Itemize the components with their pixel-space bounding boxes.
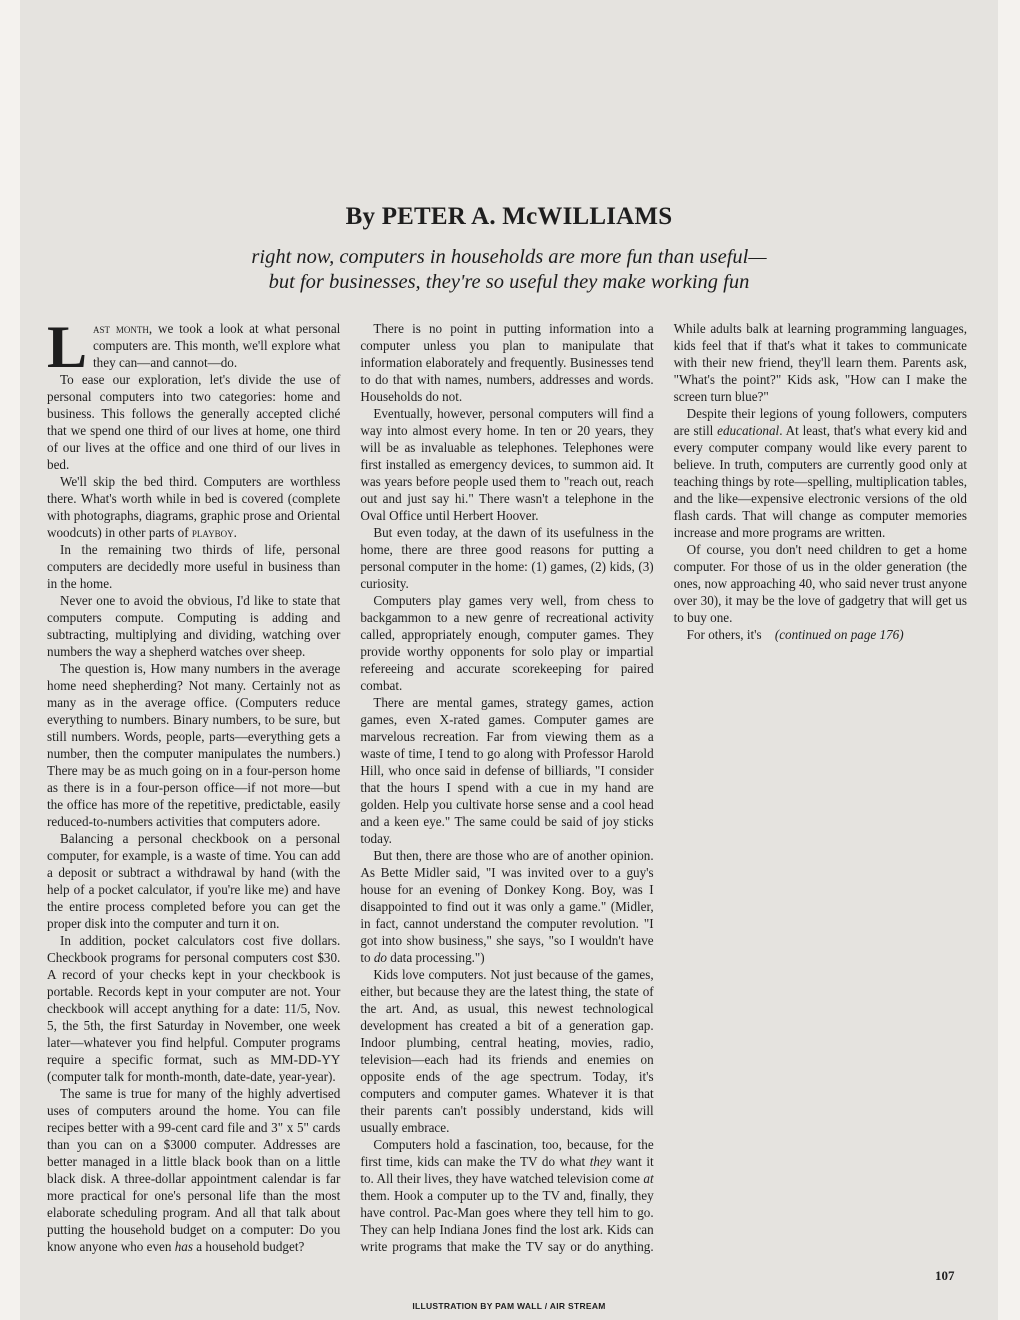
byline: By PETER A. McWILLIAMS [345,203,673,230]
deck [20,245,998,295]
paragraph: The question is, How many numbers in the average home need shepherding? Not many. Certainly not as many as in the average office. (Computers reduce everything to numbers. Binary numbers, to be sure, but still numbers. Words, people, parts—everything gets a number, then the computer manipulates the numbers.) There may be as much going on in a four-person home as there is in a four-person office—if not more—but the office has more of the repetitive, predictable, easily reduced-to-numbers activities that computers adore. [47,661,341,829]
deck-line-1: right now, computers in households are more fun than useful— [251,246,767,268]
paragraph: Balancing a personal checkbook on a personal computer, for example, is a waste of time. You can add a deposit or subtract a withdrawal by hand (with the help of a pocket calculator, if you're like me) and have the entire process completed before you can get the proper disk into the computer and turn it on. [47,831,341,931]
paragraph-text: But then, there are those who are of another opinion. As Bette Midler said, "I was invited over to a guy's house for an evening of Donkey Kong. Boy, was I disappointed to find out it was only a game." (Midler, in fact, cannot understand the computer revolution. "I got into show business," she says, "so I wouldn't have to [360,848,654,965]
paragraph: Computers play games very well, from chess to backgammon to a new genre of recreational activity called, appropriately enough, computer games. They provide worthy opponents for solo play or impartial refereeing and accurate scorekeeping for paired combat. [360,593,654,693]
emphasis: at [643,1171,654,1186]
article-body [47,314,967,1260]
paragraph-text: . At least, that's what every kid and every computer company would like every parent to believe. In truth, computers are currently good only at teaching things by rote—spelling, multiplication tables, and the like—expensive electronic versions of the old flash cards. That will change as computer memories increase and more programs are written. [673,423,967,540]
magazine-page [20,0,998,1320]
paragraph-text: want it to. All their lives, they have watched television come [360,1154,654,1186]
paragraph: There are mental games, strategy games, action games, even X-rated games. Computer games are marvelous recreation. Far from viewing them as a waste of time, I tend to go along with Professor Harold Hill, who once said in defense of billiards, "I consider that the hours I spend with a cue in my hand are golden. Help you cultivate horse sense and a cool head and a keen eye." The same could be said of joy sticks today. [360,695,654,846]
lead-in: ast month, [93,321,153,336]
paragraph: Kids love computers. Not just because of the games, either, but because they are the latest thing, the state of the art. And, as usual, this newest technological development has created a bit of a generation gap. Indoor plumbing, central heating, movies, radio, television—each had its friends and enemies on opposite ends of the age spectrum. Today, it's computers and computer games. Whatever it is that their parents can't possibly understand, kids will usually embrace. [360,967,654,1135]
paragraph-text: . [233,525,237,540]
emphasis: has [174,1239,193,1254]
paragraph-text: We'll skip the bed third. Computers are worthless there. What's worth while in bed is covered (complete with photographs, diagrams, graphic prose and Oriental woodcuts) in other parts of [47,474,341,540]
paragraph-text: them. Hook a computer up to the TV and, finally, they have control. Pac-Man goes where they tell him to go. They can help Indiana Jones find the lost ark. Kids can write programs that make the TV say or do anything. While adults balk at learning programming languages, kids feel that if that's what it takes to communicate with their new friend, they'll learn them. Parents ask, "What's the point?" Kids ask, "How can I make the screen turn blue?" [360,321,967,1254]
paragraph [47,1085,340,1255]
paragraph: There is no point in putting information into a computer unless you plan to manipulate that information elaborately and frequently. Businesses tend to do that with names, numbers, addresses and words. Households do not. [360,321,654,404]
continued-jump-link[interactable]: (continued on page 176) [774,627,904,642]
emphasis: educational [717,423,780,438]
paragraph [674,626,967,643]
paragraph: To ease our exploration, let's divide the use of personal computers into two categories: home and business. This follows the generally accepted cliché that we spend one third of our lives at home, one third of our lives at the office and one third of our lives in bed. [47,372,341,472]
paragraph-text: Despite their legions of young followers, computers are still [673,406,967,438]
paragraph: In addition, pocket calculators cost five dollars. Checkbook programs for personal computers cost $30. A record of your checks kept in your checkbook is portable. Records kept in your computer are not. Your checkbook will accept anything for a date: 11/5, Nov. 5, the 5th, the first Saturday in November, one week later—whatever you find helpful. Computer programs require a specific format, such as MM-DD-YY (computer talk for month-month, date-date, year-year). [47,933,341,1084]
paragraph-text: Computers hold a fascination, too, because, for the first time, kids can make the TV do what [360,1137,654,1169]
page-number: 107 [935,1268,955,1283]
paragraph: Never one to avoid the obvious, I'd like to state that computers compute. Computing is adding and subtracting, multiplying and dividing, watching over numbers the way a shepherd watches over sheep. [47,593,341,659]
paragraph: In the remaining two thirds of life, personal computers are decidedly more useful in business than in the home. [47,542,341,591]
paragraph-text: For others, it's [686,627,762,642]
paragraph [360,847,653,966]
paragraph-text: data processing.") [386,950,485,965]
deck-line-2: but for businesses, they're so useful they make working fun [268,271,750,293]
paragraph: Eventually, however, personal computers will find a way into almost every home. In ten or 20 years, they will be as invaluable as telephones. Telephones were first installed as emergency devices, to summon aid. It was years before people used them to "reach out, reach out and just say hi." There wasn't a telephone in the Oval Office until Herbert Hoover. [360,406,654,523]
magazine-name: playboy [191,525,234,540]
illustration-credit: ILLUSTRATION BY PAM WALL / AIR STREAM [412,1301,606,1311]
paragraph-text: The same is true for many of the highly advertised uses of computers around the home. You can file recipes better with a 99-cent card file and 3" x 5" cards than you can on a $3000 computer. Addresses are better managed in a little black book than on a little black disk. A three-dollar appointment calendar is far more practical for one's personal life than the most elaborate scheduling program. And all that talk about putting the household budget on a computer: Do you know anyone who even [47,1086,341,1254]
emphasis: do [373,950,387,965]
drop-cap: L [47,314,88,380]
paragraph: But even today, at the dawn of its usefulness in the home, there are three good reasons for putting a personal computer in the home: (1) games, (2) kids, (3) curiosity. [360,525,654,591]
paragraph: Of course, you don't need children to get a home computer. For those of us in the older generation (the ones, now approaching 40, who said never trust anyone over 30), it may be the love of gadgetry that will get us to buy one. [673,542,967,625]
paragraph [47,473,340,541]
emphasis: they [589,1154,612,1169]
paragraph [47,314,341,380]
paragraph [674,405,967,541]
paragraph-text: we took a look at what personal computers are. This month, we'll explore what they can—and cannot—do. [93,321,341,370]
paragraph-text: a household budget? [193,1239,305,1254]
